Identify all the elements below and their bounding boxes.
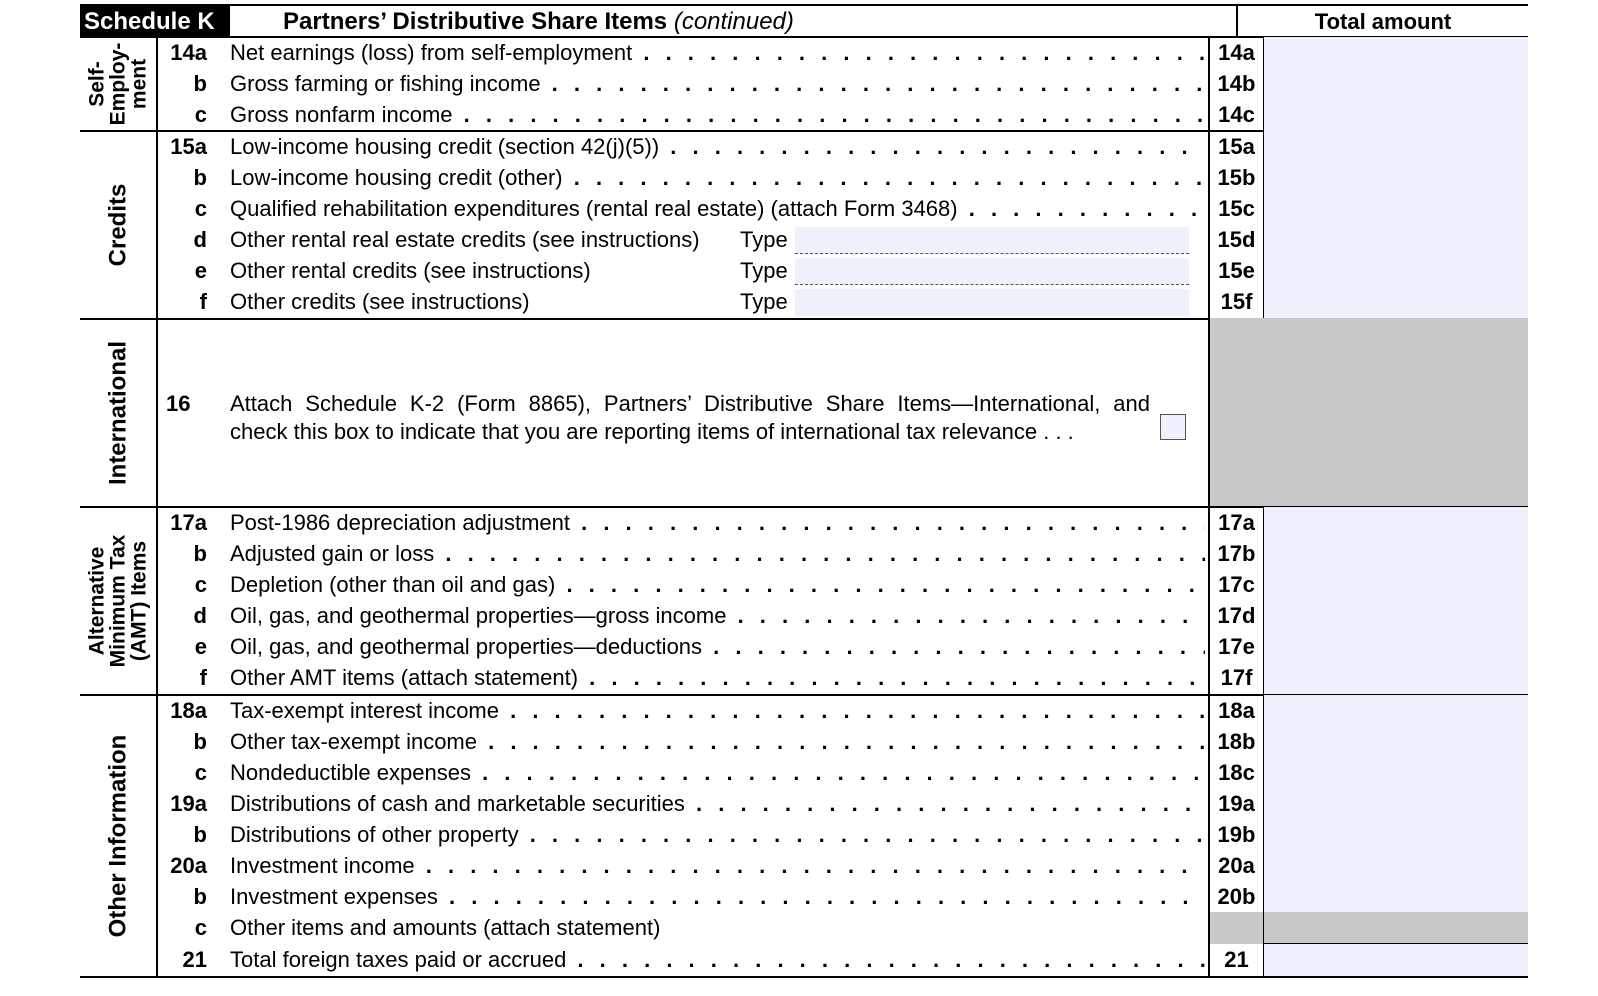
- line-description: Low-income housing credit (section 42(j)(5)) . . .: [230, 131, 1205, 163]
- line-code-shaded: [1208, 912, 1264, 944]
- line-code: 15d: [1208, 224, 1264, 256]
- line-code: 19b: [1208, 819, 1264, 851]
- amt-label: Alternative Minimum Tax (AMT) Items: [85, 534, 151, 668]
- line-code: 20b: [1208, 881, 1264, 913]
- amount-input-18c[interactable]: [1264, 757, 1528, 789]
- shaded-area: [1208, 318, 1528, 506]
- line-16-description: Attach Schedule K-2 (Form 8865), Partners’ Distributive Share Items—International, and check this box to indicate that you are reporting items of international tax relevance . . .: [230, 391, 1150, 444]
- row-17e: e Oil, gas, and geothermal properties—deductions . . . 17e: [80, 631, 1528, 663]
- amount-input-14c[interactable]: [1264, 99, 1528, 131]
- row-17d: d Oil, gas, and geothermal properties—gross income . . . 17d: [80, 600, 1528, 632]
- row-18a: 18a Tax-exempt interest income . . . 18a: [80, 695, 1528, 727]
- shaded-amount: [1264, 912, 1528, 944]
- amount-input-15c[interactable]: [1264, 193, 1528, 225]
- type-input-15d[interactable]: [795, 227, 1189, 254]
- schedule-tag: Schedule K: [80, 6, 230, 38]
- line-description: Tax-exempt interest income . . .: [230, 695, 1205, 727]
- credits-label: Credits: [104, 183, 132, 267]
- row-17b: b Adjusted gain or loss . . . 17b: [80, 538, 1528, 570]
- amount-input-17b[interactable]: [1264, 538, 1528, 570]
- row-14a: 14a Net earnings (loss) from self-employment . . . 14a: [80, 37, 1528, 69]
- amount-input-19a[interactable]: [1264, 788, 1528, 820]
- line-description: Other rental credits (see instructions): [230, 258, 591, 283]
- amount-input-15a[interactable]: [1264, 131, 1528, 163]
- row-17a: 17a Post-1986 depreciation adjustment . . . 17a: [80, 507, 1528, 539]
- line-code: 19a: [1208, 788, 1264, 820]
- row-19a: 19a Distributions of cash and marketable securities . . . 19a: [80, 788, 1528, 820]
- row-20c: c Other items and amounts (attach statement): [80, 912, 1528, 944]
- amount-input-17e[interactable]: [1264, 631, 1528, 663]
- line-code: 14a: [1208, 37, 1264, 69]
- line-code: 17c: [1208, 569, 1264, 601]
- amount-input-20a[interactable]: [1264, 850, 1528, 882]
- row-20b: b Investment expenses . . . 20b: [80, 881, 1528, 913]
- line-description: Qualified rehabilitation expenditures (rental real estate) (attach Form 3468) . . .: [230, 193, 1205, 225]
- row-17c: c Depletion (other than oil and gas) . . . 17c: [80, 569, 1528, 601]
- amount-input-17f[interactable]: [1264, 662, 1528, 694]
- line-description: Other items and amounts (attach statement): [230, 915, 661, 940]
- title-suffix: (continued): [673, 8, 794, 35]
- line-description: Oil, gas, and geothermal properties—deductions . . .: [230, 631, 1205, 663]
- line-code: 20a: [1208, 850, 1264, 882]
- row-18b: b Other tax-exempt income . . . 18b: [80, 726, 1528, 758]
- row-19b: b Distributions of other property . . . 19b: [80, 819, 1528, 851]
- row-14c: c Gross nonfarm income . . . 14c: [80, 99, 1528, 131]
- amount-input-15e[interactable]: [1264, 255, 1528, 287]
- self-employment-label: Self- Employ- ment: [85, 42, 151, 126]
- amount-input-15b[interactable]: [1264, 162, 1528, 194]
- line-description: Post-1986 depreciation adjustment . . .: [230, 507, 1205, 539]
- row-20a: 20a Investment income . . . 20a: [80, 850, 1528, 882]
- row-21: 21 Total foreign taxes paid or accrued . . . 21: [80, 944, 1528, 976]
- line-code: 14b: [1208, 68, 1264, 100]
- line-code: 17b: [1208, 538, 1264, 570]
- amount-input-18b[interactable]: [1264, 726, 1528, 758]
- amount-input-17a[interactable]: [1264, 507, 1528, 539]
- line-description: Distributions of cash and marketable securities . . .: [230, 788, 1205, 820]
- amount-input-15d[interactable]: [1264, 224, 1528, 256]
- amount-input-17d[interactable]: [1264, 600, 1528, 632]
- other-information-label: Other Information: [104, 734, 132, 938]
- line-code: 15c: [1208, 193, 1264, 225]
- row-15f: f Other credits (see instructions) Type 15f: [80, 286, 1528, 318]
- line-description: Investment expenses . . .: [230, 881, 1205, 913]
- line-description: Depletion (other than oil and gas) . . .: [230, 569, 1205, 601]
- line-description: Other rental real estate credits (see instructions): [230, 227, 700, 252]
- line-code: 15e: [1208, 255, 1264, 287]
- line-code: 17f: [1208, 662, 1264, 694]
- line-code: 17d: [1208, 600, 1264, 632]
- type-label: Type: [740, 227, 788, 252]
- amount-input-14a[interactable]: [1264, 37, 1528, 69]
- line-code: 15b: [1208, 162, 1264, 194]
- amount-input-21[interactable]: [1264, 944, 1528, 976]
- line-code: 14c: [1208, 99, 1264, 131]
- line-description: Nondeductible expenses . . .: [230, 757, 1205, 789]
- line-number-16: 16: [166, 391, 191, 416]
- line-description: Gross farming or fishing income . . .: [230, 68, 1205, 100]
- amount-input-19b[interactable]: [1264, 819, 1528, 851]
- line-code: 15a: [1208, 131, 1264, 163]
- type-label: Type: [740, 289, 788, 314]
- line-code: 15f: [1208, 286, 1264, 318]
- line-description: Adjusted gain or loss . . .: [230, 538, 1205, 570]
- line-description: Total foreign taxes paid or accrued . . .: [230, 944, 1205, 976]
- row-18c: c Nondeductible expenses . . . 18c: [80, 757, 1528, 789]
- type-input-15e[interactable]: [795, 258, 1189, 285]
- type-label: Type: [740, 258, 788, 283]
- row-14b: b Gross farming or fishing income . . . 14b: [80, 68, 1528, 100]
- line-description: Distributions of other property . . .: [230, 819, 1205, 851]
- line-code: 17e: [1208, 631, 1264, 663]
- amount-input-18a[interactable]: [1264, 695, 1528, 727]
- total-amount-header: Total amount: [1236, 6, 1528, 38]
- amount-input-15f[interactable]: [1264, 286, 1528, 318]
- form-title: Partners’ Distributive Share Items (continued): [283, 8, 794, 35]
- line-code: 18c: [1208, 757, 1264, 789]
- international-label: International: [104, 340, 132, 486]
- row-15a: 15a Low-income housing credit (section 42(j)(5)) . . . 15a: [80, 131, 1528, 163]
- row-15c: c Qualified rehabilitation expenditures (rental real estate) (attach Form 3468) . . . 15c: [80, 193, 1528, 225]
- type-input-15f[interactable]: [795, 289, 1189, 316]
- row-15e: e Other rental credits (see instructions) Type 15e: [80, 255, 1528, 287]
- line-code: 17a: [1208, 507, 1264, 539]
- line-description: Investment income . . .: [230, 850, 1205, 882]
- international-checkbox[interactable]: [1160, 414, 1186, 440]
- form-header: [80, 4, 1528, 38]
- amount-input-17c[interactable]: [1264, 569, 1528, 601]
- line-code: 18a: [1208, 695, 1264, 727]
- line-code: 21: [1208, 944, 1264, 976]
- line-description: Other credits (see instructions): [230, 289, 530, 314]
- row-15b: b Low-income housing credit (other) . . . 15b: [80, 162, 1528, 194]
- line-code: 18b: [1208, 726, 1264, 758]
- bottom-rule: [80, 976, 1528, 978]
- line-description: Gross nonfarm income . . .: [230, 99, 1205, 131]
- line-description: Oil, gas, and geothermal properties—gross income . . .: [230, 600, 1205, 632]
- line-description: Other AMT items (attach statement) . . .: [230, 662, 1205, 694]
- line-description: Other tax-exempt income . . .: [230, 726, 1205, 758]
- line-description: Net earnings (loss) from self-employment . . .: [230, 37, 1205, 69]
- row-17f: f Other AMT items (attach statement) . . . 17f: [80, 662, 1528, 694]
- row-15d: d Other rental real estate credits (see instructions) Type 15d: [80, 224, 1528, 256]
- amount-input-20b[interactable]: [1264, 881, 1528, 913]
- amount-input-14b[interactable]: [1264, 68, 1528, 100]
- line-description: Low-income housing credit (other) . . .: [230, 162, 1205, 194]
